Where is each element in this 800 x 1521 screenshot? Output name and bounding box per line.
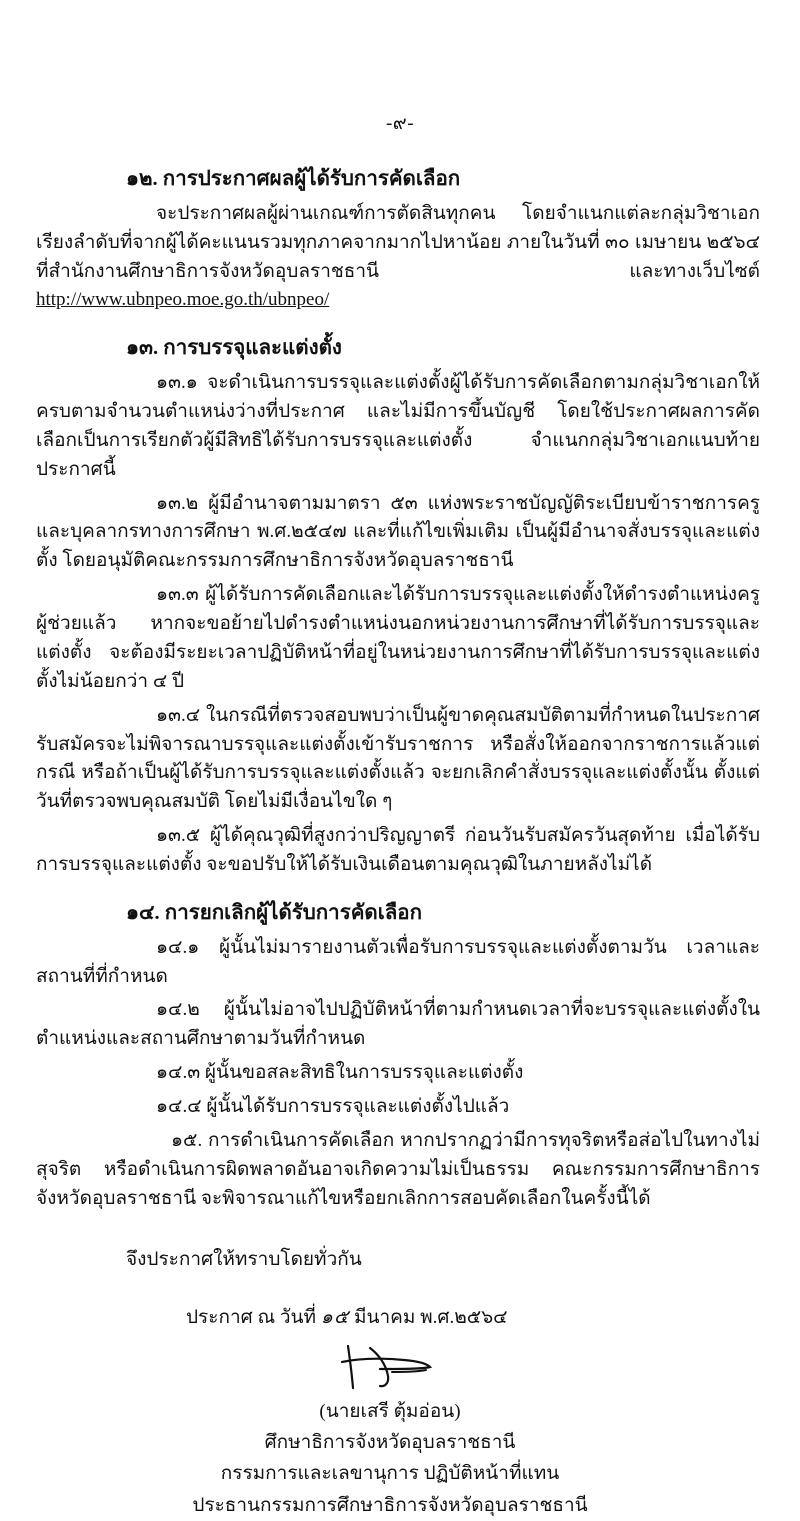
section-13-4: ๑๓.๔ ในกรณีที่ตรวจสอบพบว่าเป็นผู้ขาดคุณสมบัติตามที่กำหนดในประกาศรับสมัครจะไม่พิจารณาบรรจุและแต่งตั้งเข้ารับราชการ หรือสั่งให้ออกจากราชการแล้วแต่กรณี หรือถ้าเป็นผู้ได้รับการบรรจุและแต่งตั้งแล้ว จะยกเลิกคำสั่งบรรจุและแต่งตั้งนั้น ตั้งแต่วันที่ตรวจพบคุณสมบัติ โดยไม่มีเงื่อนไขใด ๆ [36, 704, 760, 813]
section-14-4: ๑๔.๔ ผู้นั้นได้รับการบรรจุและแต่งตั้งไปแล้ว [156, 1096, 510, 1117]
section-heading-13: ๑๓. การบรรจุและแต่งตั้ง [126, 337, 342, 360]
document-page [0, 108, 800, 1516]
section-13-1: ๑๓.๑ จะดำเนินการบรรจุและแต่งตั้งผู้ได้รับการคัดเลือกตามกลุ่มวิชาเอกให้ครบตามจำนวนตำแหน่งว่างที่ประกาศ และไม่มีการขึ้นบัญชี โดยใช้ประกาศผลการคัดเลือกเป็นการเรียกตัวผู้มีสิทธิได้รับการบรรจุและแต่งตั้ง จำแนกกลุ่มวิชาเอกแนบท้ายประกาศนี้ [36, 372, 760, 480]
announcement-date [36, 1302, 764, 1332]
date-day-handwritten: ๑๕ [320, 1305, 350, 1328]
section-heading-12: ๑๒. การประกาศผลผู้ได้รับการคัดเลือก [126, 168, 461, 190]
closing-statement: จึงประกาศให้ทราบโดยทั่วกัน [126, 1248, 362, 1270]
date-suffix: มีนาคม พ.ศ.๒๕๖๔ [353, 1306, 508, 1328]
signature-name: (นายเสรี ตุ้มอ่อน) [319, 1400, 461, 1422]
announcement-website-link[interactable]: http://www.ubnpeo.moe.go.th/ubnpeo/ [36, 289, 330, 311]
section-12-text: จะประกาศผลผู้ผ่านเกณฑ์การตัดสินทุกคน โดยจำแนกแต่ละกลุ่มวิชาเอก เรียงลำดับที่จากผู้ได้คะแนนรวมทุกภาคจากมากไปหาน้อย ภายในวันที่ ๓๐ เมษายน ๒๕๖๔ ที่สำนักงานศึกษาธิการจังหวัดอุบลราชธานี และทางเว็บไซต์ [36, 202, 760, 282]
section-14-1: ๑๔.๑ ผู้นั้นไม่มารายงานตัวเพื่อรับการบรรจุและแต่งตั้งตามวัน เวลาและสถานที่ที่กำหนด [36, 936, 760, 987]
signature-block [36, 1348, 764, 1521]
section-15: ๑๕. การดำเนินการคัดเลือก หากปรากฏว่ามีการทุจริตหรือส่อไปในทางไม่สุจริต หรือดำเนินการผิดพลาดอันอาจเกิดความไม่เป็นธรรม คณะกรรมการศึกษาธิการจังหวัดอุบลราชธานี จะพิจารณาแก้ไขหรือยกเลิกการสอบคัดเลือกในครั้งนี้ได้ [36, 1129, 760, 1209]
section-13-5: ๑๓.๕ ผู้ได้คุณวุฒิที่สูงกว่าปริญญาตรี ก่อนวันรับสมัครวันสุดท้าย เมื่อได้รับการบรรจุและแต่งตั้ง จะขอปรับให้ได้รับเงินเดือนตามคุณวุฒิในภายหลังไม่ได้ [36, 825, 760, 875]
section-13-3: ๑๓.๓ ผู้ได้รับการคัดเลือกและได้รับการบรรจุและแต่งตั้งให้ดำรงตำแหน่งครูผู้ช่วยแล้ว หากจะขอย้ายไปดำรงตำแหน่งนอกหน่วยงานการศึกษาที่ได้รับการบรรจุและแต่งตั้ง จะต้องมีระยะเวลาปฏิบัติหน้าที่อยู่ในหน่วยงานการศึกษาที่ได้รับการบรรจุและแต่งตั้งไม่น้อยกว่า ๔ ปี [36, 584, 760, 692]
signature-title-3: ประธานกรรมการศึกษาธิการจังหวัดอุบลราชธานี [192, 1494, 588, 1516]
section-heading-14: ๑๔. การยกเลิกผู้ได้รับการคัดเลือก [126, 901, 423, 924]
date-prefix: ประกาศ ณ วันที่ [186, 1306, 317, 1328]
section-12-paragraph [36, 200, 764, 316]
page-number: -๙- [385, 113, 415, 134]
section-13-2: ๑๓.๒ ผู้มีอำนาจตามมาตรา ๕๓ แห่งพระราชบัญญัติระเบียบข้าราชการครูและบุคลากรทางการศึกษา พ.ศ.๒๕๔๗ และที่แก้ไขเพิ่มเติม เป็นผู้มีอำนาจสั่งบรรจุและแต่งตั้ง โดยอนุมัติคณะกรรมการศึกษาธิการจังหวัดอุบลราชธานี [36, 492, 760, 572]
section-14-3: ๑๔.๓ ผู้นั้นขอสละสิทธิในการบรรจุและแต่งตั้ง [156, 1062, 524, 1084]
section-14-2: ๑๔.๒ ผู้นั้นไม่อาจไปปฏิบัติหน้าที่ตามกำหนดเวลาที่จะบรรจุและแต่งตั้งในตำแหน่งและสถานศึกษาตามวันที่กำหนด [36, 999, 760, 1050]
signature-title-1: ศึกษาธิการจังหวัดอุบลราชธานี [264, 1431, 516, 1453]
signature-title-2: กรรมการและเลขานุการ ปฏิบัติหน้าที่แทน [220, 1463, 560, 1485]
signature-icon [36, 1348, 744, 1394]
